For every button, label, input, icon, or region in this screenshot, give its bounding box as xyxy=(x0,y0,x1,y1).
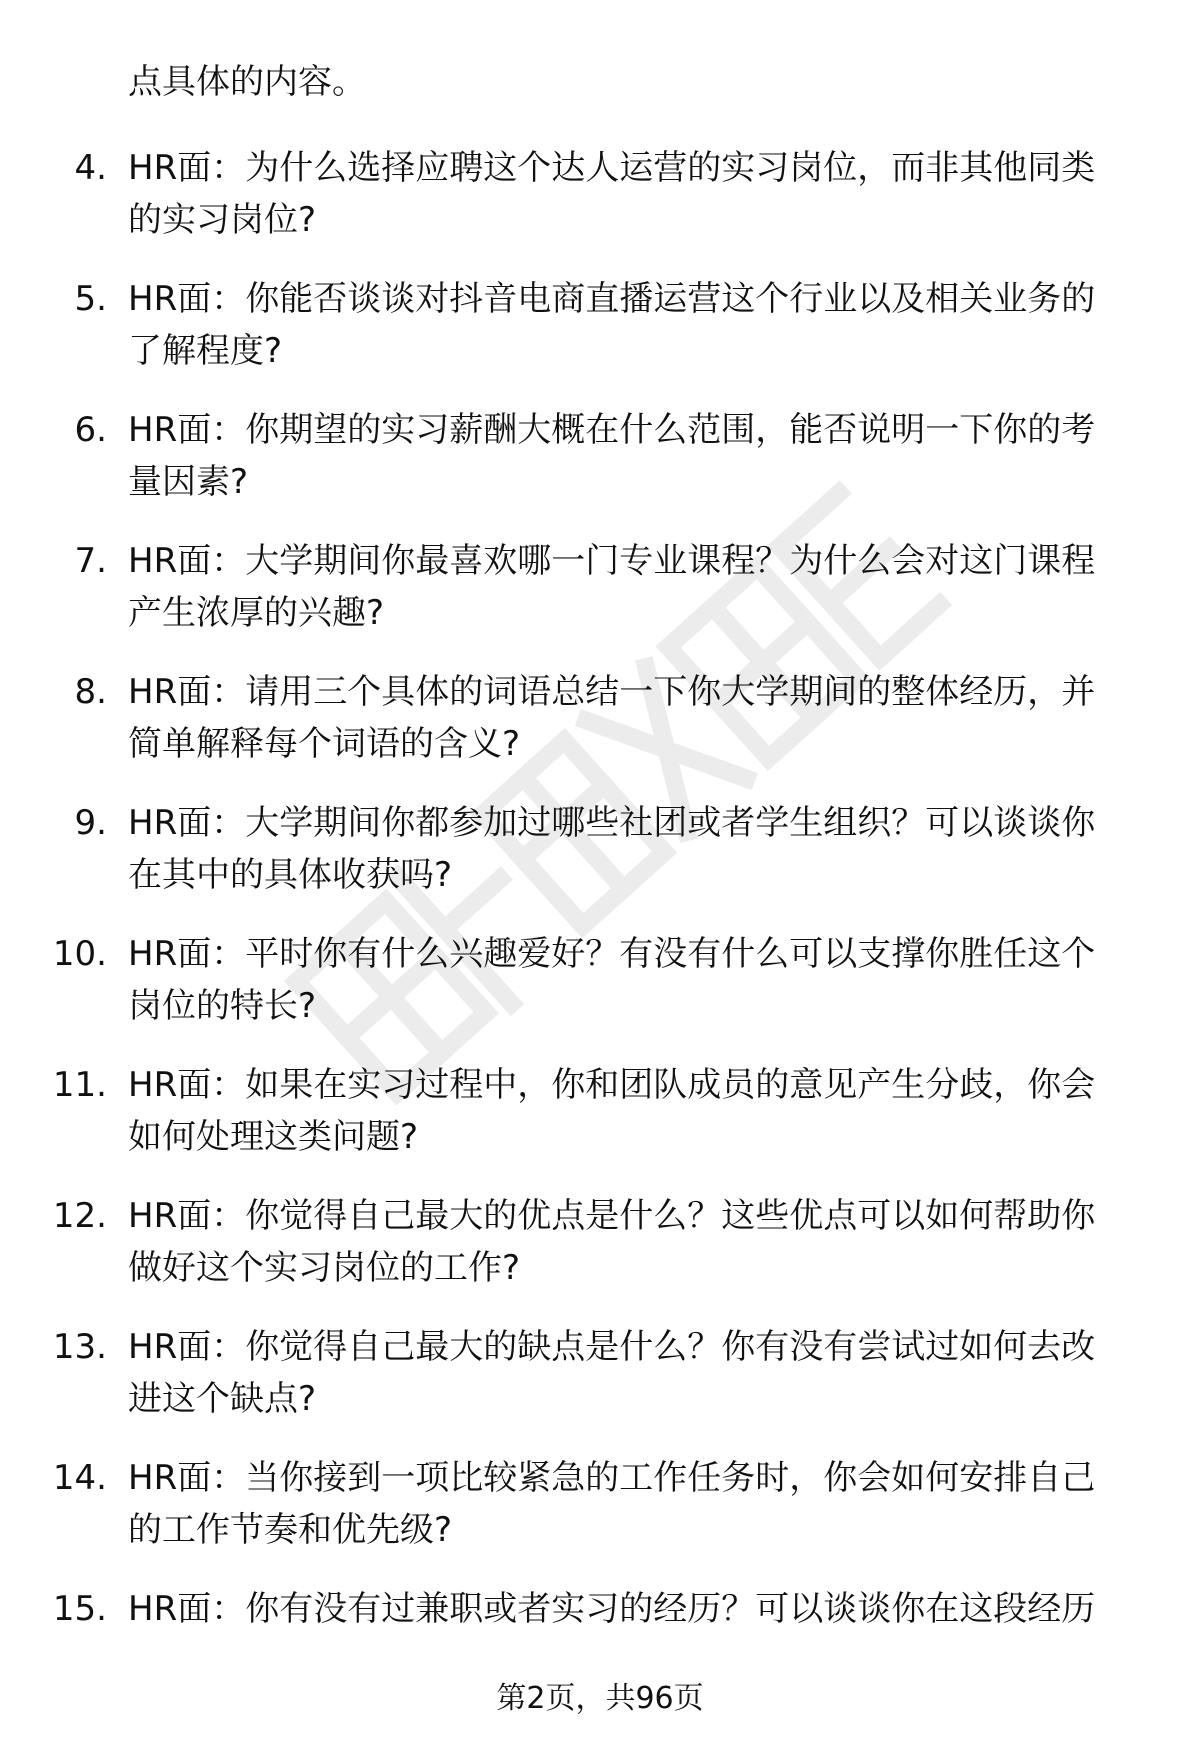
question-text xyxy=(128,273,1162,377)
question-text-line: 进这个缺点? xyxy=(128,1379,317,1419)
question-text xyxy=(128,1321,1162,1425)
question-text-line: HR面：大学期间你都参加过哪些社团或者学生组织？可以谈谈你 xyxy=(128,803,1096,843)
question-text-line: HR面：你有没有过兼职或者实习的经历？可以谈谈你在这段经历 xyxy=(128,1589,1096,1629)
page-number-footer: 第2页，共96页 xyxy=(496,1681,704,1716)
question-text xyxy=(128,404,1162,508)
question-text-line: 了解程度? xyxy=(128,331,283,371)
question-text xyxy=(128,666,1162,770)
question-text-line: 的实习岗位? xyxy=(128,200,317,240)
question-text-line: HR面：如果在实习过程中，你和团队成员的意见产生分歧，你会 xyxy=(128,1065,1096,1105)
question-item xyxy=(0,797,1200,928)
question-text-line: 量因素? xyxy=(128,462,249,502)
question-text-line: HR面：你能否谈谈对抖音电商直播运营这个行业以及相关业务的 xyxy=(128,279,1096,319)
question-number: 7. xyxy=(74,541,107,581)
question-list xyxy=(0,142,1200,1714)
question-text-line: HR面：你期望的实习薪酬大概在什么范围，能否说明一下你的考 xyxy=(128,410,1096,450)
question-number: 6. xyxy=(74,410,107,450)
question-item xyxy=(0,1452,1200,1583)
question-item xyxy=(0,142,1200,273)
question-text-line: 如何处理这类问题? xyxy=(128,1117,419,1157)
question-number: 10. xyxy=(52,934,107,974)
question-number: 11. xyxy=(52,1065,107,1105)
question-text xyxy=(128,797,1162,901)
question-text-line: 在其中的具体收获吗? xyxy=(128,855,453,895)
question-number: 8. xyxy=(74,672,107,712)
question-text-line: 做好这个实习岗位的工作? xyxy=(128,1248,521,1288)
question-item xyxy=(0,1190,1200,1321)
question-number: 9. xyxy=(74,803,107,843)
continuation-text: 点具体的内容。 xyxy=(128,62,366,102)
question-number: 5. xyxy=(74,279,107,319)
question-text-line: HR面：当你接到一项比较紧急的工作任务时，你会如何安排自己 xyxy=(128,1458,1096,1498)
question-item xyxy=(0,1059,1200,1190)
question-text-line: HR面：你觉得自己最大的优点是什么？这些优点可以如何帮助你 xyxy=(128,1196,1096,1236)
question-text xyxy=(128,1059,1162,1163)
question-text xyxy=(128,928,1162,1032)
question-number: 14. xyxy=(52,1458,107,1498)
question-number: 15. xyxy=(52,1589,107,1629)
question-item xyxy=(0,404,1200,535)
question-number: 4. xyxy=(74,148,107,188)
question-number: 12. xyxy=(52,1196,107,1236)
question-text-line: 岗位的特长? xyxy=(128,986,317,1026)
question-text xyxy=(128,142,1162,246)
question-text-line: HR面：为什么选择应聘这个达人运营的实习岗位，而非其他同类 xyxy=(128,148,1096,188)
question-text-line: HR面：平时你有什么兴趣爱好？有没有什么可以支撑你胜任这个 xyxy=(128,934,1096,974)
question-text-line: 的工作节奏和优先级? xyxy=(128,1510,453,1550)
question-text-line: HR面：大学期间你最喜欢哪一门专业课程？为什么会对这门课程 xyxy=(128,541,1096,581)
question-text-line: HR面：请用三个具体的词语总结一下你大学期间的整体经历，并 xyxy=(128,672,1096,712)
question-item xyxy=(0,273,1200,404)
question-number: 13. xyxy=(52,1327,107,1367)
question-text xyxy=(128,1190,1162,1294)
question-item xyxy=(0,666,1200,797)
question-text xyxy=(128,1583,1162,1635)
question-text-line: HR面：你觉得自己最大的缺点是什么？你有没有尝试过如何去改 xyxy=(128,1327,1096,1367)
question-text-line: 简单解释每个词语的含义? xyxy=(128,724,521,764)
question-item xyxy=(0,535,1200,666)
question-item xyxy=(0,928,1200,1059)
question-text xyxy=(128,535,1162,639)
question-text-line: 产生浓厚的兴趣? xyxy=(128,593,385,633)
question-text xyxy=(128,1452,1162,1556)
question-item xyxy=(0,1321,1200,1452)
